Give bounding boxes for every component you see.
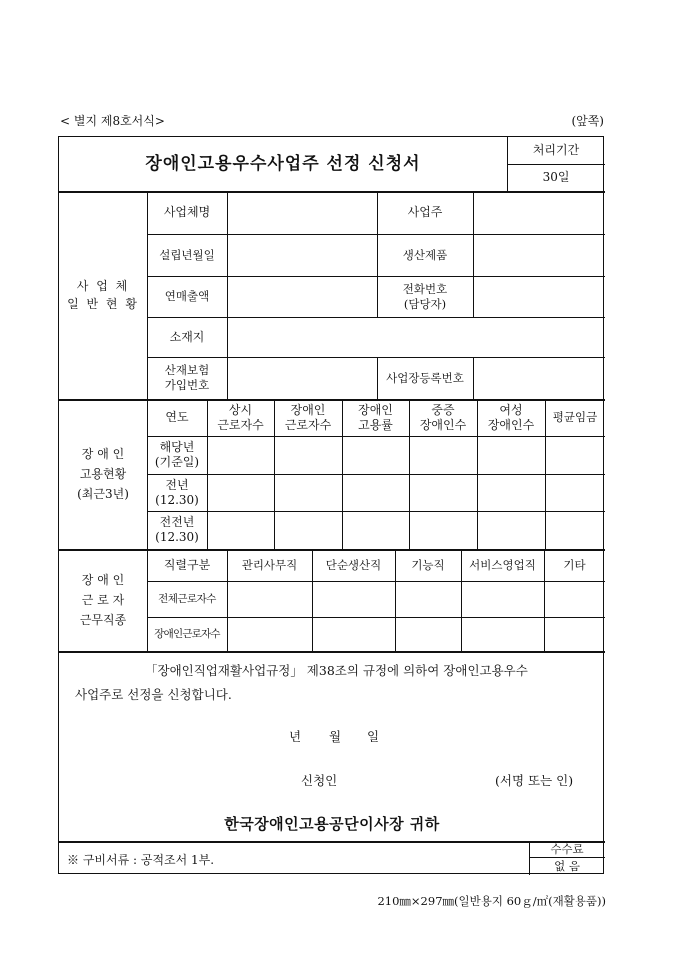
paper-spec: 210㎜×297㎜(일반용지 60ｇ/㎡(재활용품)) [377,894,606,908]
address-label: 소재지 [169,329,205,344]
products-label: 생산제품 [402,247,448,262]
female-disabled-header: 여성 장애인수 [487,402,535,432]
employment-rate-header: 장애인 고용률 [358,402,393,432]
fee-value: 없 음 [554,859,580,873]
general-section-label: 사 업 체 일 반 현 황 [67,279,139,311]
year-current: 해당년 (기준일) [154,440,200,469]
declaration-line-2: 사업주로 선정을 신청합니다. [75,687,232,702]
form-reference: < 별지 제8호서식> [60,114,165,128]
insurance-number-field[interactable] [228,357,377,399]
declaration-line-1: 「장애인직업재활사업규정」 제38조의 규정에 의하여 장애인고용우수 [145,663,528,678]
date-year: 년 [289,729,302,744]
established-date-label: 설립년월일 [159,247,215,262]
year-previous: 전년 (12.30) [155,477,199,507]
applicant-label: 신청인 [301,773,338,788]
recipient: 한국장애인고용공단이사장 귀하 [224,815,440,833]
job-type-header: 직렬구분 [163,557,211,572]
skilled-job-header: 기능직 [411,557,445,572]
insurance-number-label: 산재보험 가입번호 [164,363,210,392]
address-field[interactable] [228,317,605,357]
fee-label: 수수료 [550,842,584,856]
processing-period-value: 30일 [542,170,570,184]
office-job-header: 관리사무직 [241,557,298,572]
processing-period-label: 처리기간 [532,143,580,157]
average-wage-header: 평균임금 [552,410,598,424]
year-two-before: 전전년 (12.30) [155,515,199,544]
signature-label: (서명 또는 인) [495,773,574,788]
products-field[interactable] [474,234,605,276]
date-day: 일 [367,729,380,744]
disabled-workers-row: 장애인근로자수 [154,627,220,640]
owner-field[interactable] [474,191,605,234]
service-sales-header: 서비스영업직 [469,557,536,572]
employment-section-label: 장 애 인 고용현황 (최근3년) [77,447,129,501]
annual-sales-label: 연매출액 [164,289,210,303]
business-reg-label: 사업장등록번호 [386,370,464,385]
owner-label: 사업주 [407,205,443,219]
jobs-section-label: 장 애 인 근 로 자 근무직종 [79,573,127,627]
simple-production-header: 단순생산직 [325,557,382,572]
company-name-field[interactable] [228,191,377,234]
company-name-label: 사업체명 [163,205,211,219]
form-title: 장애인고용우수사업주 선정 신청서 [145,153,421,174]
other-job-header: 기타 [563,557,586,572]
business-reg-field[interactable] [474,357,605,399]
annual-sales-field[interactable] [228,276,377,317]
phone-label: 전화번호 (담당자) [402,281,448,311]
date-month: 월 [329,729,342,744]
total-workers-row: 전체근로자수 [158,592,216,605]
application-form [58,136,604,874]
severe-disabled-header: 중증 장애인수 [419,402,467,432]
attachments-note: ※ 구비서류 : 공적조서 1부. [67,853,215,867]
established-date-field[interactable] [228,234,377,276]
page-side: (앞쪽) [571,114,604,128]
regular-workers-header: 상시 근로자수 [217,402,264,432]
phone-field[interactable] [474,276,605,317]
year-header: 연도 [165,410,189,424]
disabled-workers-header: 장애인 근로자수 [284,402,332,432]
